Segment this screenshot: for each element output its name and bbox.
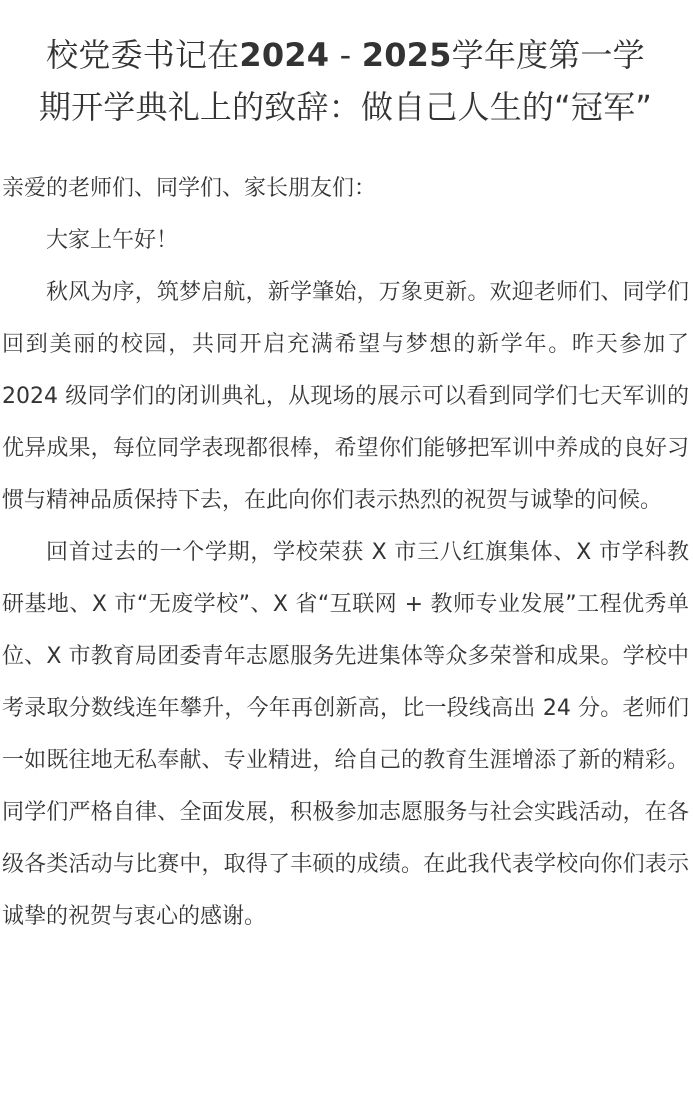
paragraph-welcome: 秋风为序，筑梦启航，新学肇始，万象更新。欢迎老师们、同学们回到美丽的校园，共同开启充满希望与梦想的新学年。昨天参加了 2024 级同学们的闭训典礼，从现场的展示可以看到同学们七天军训的优异成果，每位同学表现都很棒，希望你们能够把军训中养成的良好习惯与精神品质保持下去，在此向你们表示热烈的祝贺与诚挚的问候。 [2, 280, 689, 513]
title-year-end: 2025 [361, 36, 452, 74]
salutation: 亲爱的老师们、同学们、家长朋友们： [2, 176, 377, 201]
title-line-2: 期开学典礼上的致辞：做自己人生的“冠军” [38, 88, 653, 126]
title-year-start: 2024 [239, 36, 330, 74]
paragraph-achievements: 回首过去的一个学期，学校荣获 X 市三八红旗集体、X 市学科教研基地、X 市“无废学校”、X 省“互联网 + 教师专业发展”工程优秀单位、X 市教育局团委青年志愿服务先进集体等众多荣誉和成果。学校中考录取分数线连年攀升，今年再创新高，比一段线高出 24 分。老师们一如既往地无私奉献、专业精进，给自己的教育生涯增添了新的精彩。同学们严格自律、全面发展，积极参加志愿服务与社会实践活动，在各级各类活动与比赛中，取得了丰硕的成绩。在此我代表学校向你们表示诚挚的祝贺与衷心的感谢。 [2, 540, 689, 929]
title-suffix: 学年度第一学 [451, 36, 645, 74]
title-prefix: 校党委书记在 [46, 36, 240, 74]
title-line-1 [2, 29, 689, 81]
article-title [2, 0, 689, 133]
title-dash: - [329, 36, 362, 74]
paragraph-greeting: 大家上午好！ [46, 228, 179, 253]
